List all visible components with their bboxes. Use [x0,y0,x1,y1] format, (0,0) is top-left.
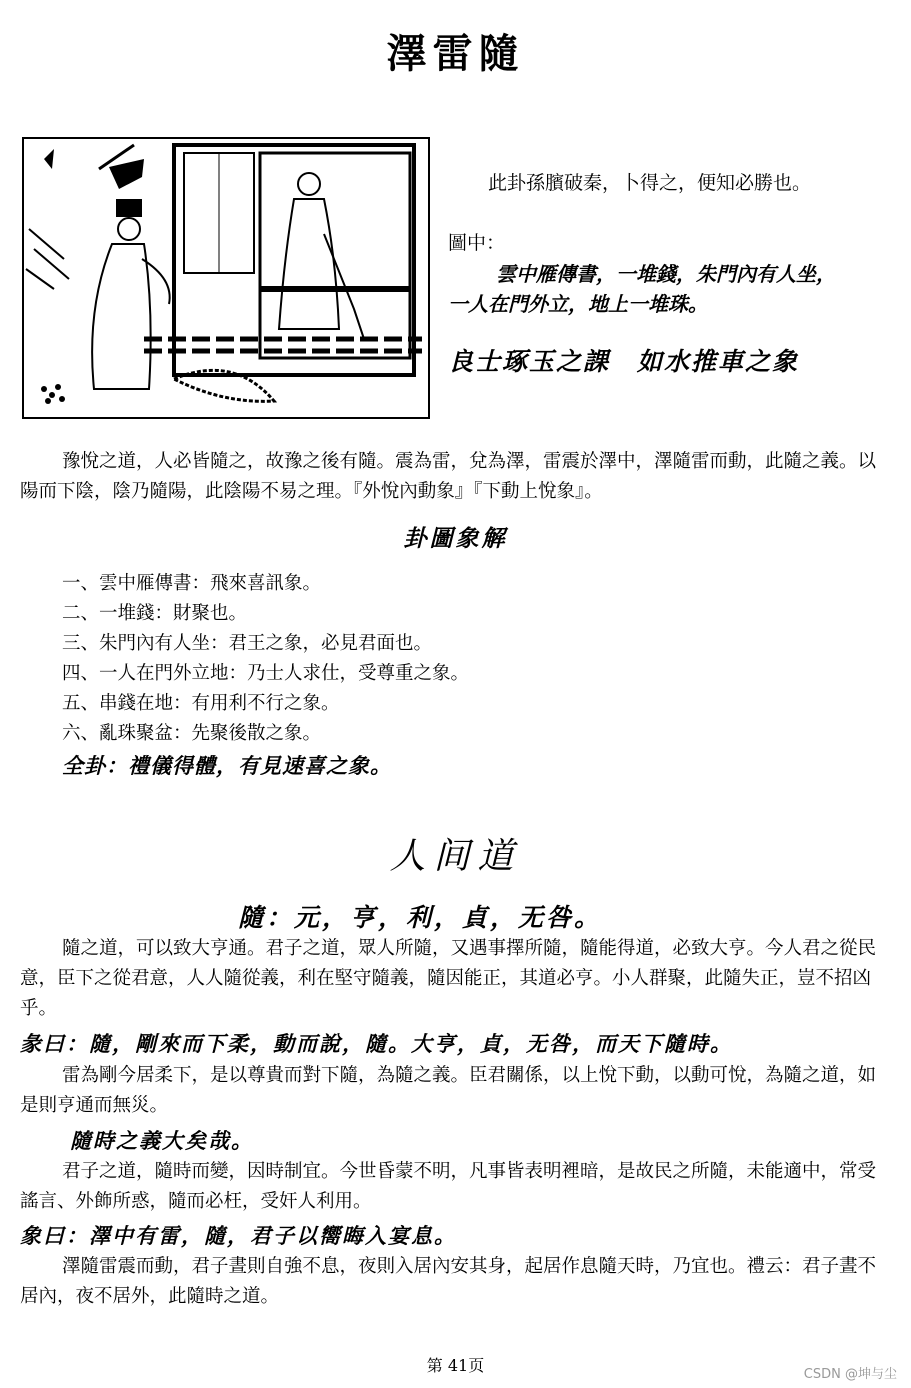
intro-paragraph: 豫悅之道，人必皆隨之，故豫之後有隨。震為雷，兌為澤，雷震於澤中，澤隨雷而動，此隨之義。以陽而下陰，陰乃隨陽，此陰陽不易之理。『外悅內動象』『下動上悅象』。 [20,451,877,502]
list-item: 二、一堆錢：財聚也。 [62,603,248,624]
list-item: 四、一人在門外立地：乃士人求仕，受尊重之象。 [62,663,470,684]
list-item: 一、雲中雁傳書：飛來喜訊象。 [62,573,322,594]
page-title: 澤雷隨 [386,30,525,77]
list-item: 六、亂珠聚盆：先聚後散之象。 [62,723,322,744]
illustration-drawing [24,139,428,417]
figure-label: 圖中： [448,232,506,254]
illustration-caption: 此卦孫臏破秦，卜得之，便知必勝也。 [488,172,812,194]
tuan-line-2: 隨時之義大矣哉。 [70,1128,254,1153]
xiang-line: 象曰：澤中有雷，隨，君子以嚮晦入宴息。 [20,1223,457,1248]
paragraph-4: 澤隨雷震而動，君子晝則自強不息，夜則入居內安其身，起居作息隨天時，乃宜也。禮云：君子晝不居內，夜不居外，此隨時之道。 [20,1256,877,1307]
figure-description-line2: 一人在門外立，地上一堆珠。 [448,292,708,316]
paragraph-2: 雷為剛今居柔下，是以尊貴而對下隨，為隨之義。臣君關係，以上悅下動，以動可悅，為隨之道，如是則亨通而無災。 [20,1065,877,1116]
section-heading-gua-tu: 卦圖象解 [403,525,508,552]
list-item: 五、串錢在地：有用利不行之象。 [62,693,340,714]
list-item: 三、朱門內有人坐：君王之象，必見君面也。 [62,633,433,654]
paragraph-1: 隨之道，可以致大亨通。君子之道，眾人所隨，又遇事擇所隨，隨能得道，必致大亨。今人君之從民意，臣下之從君意，人人隨從義，利在堅守隨義，隨因能正，其道必亨。小人群聚，此隨失正，豈不招凶乎。 [20,938,877,1019]
symbol-list [62,569,469,749]
gua-ci: 隨：元，亨，利，貞，无咎。 [237,903,602,932]
summary-line: 全卦：禮儀得體，有見速喜之象。 [62,753,392,778]
tuan-line: 彖曰：隨，剛來而下柔，動而說，隨。大亨，貞，无咎，而天下隨時。 [20,1031,733,1056]
woodblock-illustration [22,137,430,419]
figure-description-line1: 雲中雁傳書，一堆錢，朱門內有人坐， [496,262,836,286]
paragraph-3: 君子之道，隨時而變，因時制宜。今世昏蒙不明，凡事皆表明裡暗，是故民之所隨，未能適中，常受謠言、外飾所惑，隨而必枉，受奸人利用。 [20,1161,877,1212]
watermark: CSDN @坤与尘 [803,1367,897,1382]
ke-xiang-heading: 良士琢玉之課 如水推車之象 [448,347,800,376]
page-number: 第 41页 [426,1356,485,1375]
section-heading-ren-jian-dao: 人间道 [389,836,522,877]
